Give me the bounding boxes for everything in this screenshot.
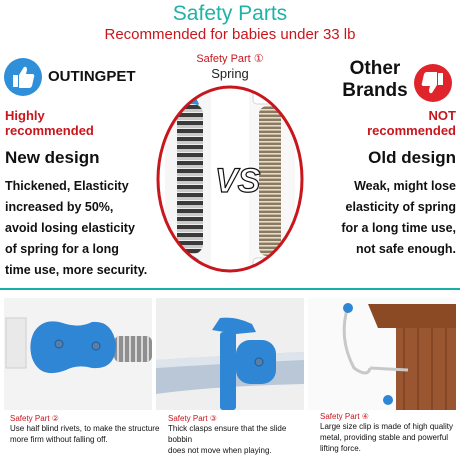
rivet-photo [4,298,152,410]
rec-right-line1: NOT [428,108,456,123]
desc-left-line: increased by 50%, [5,200,114,214]
page-title: Safety Parts [172,2,288,25]
caption-body: lifting force. [320,444,361,453]
recommendation-right [342,108,456,138]
recommendation-left [5,108,94,138]
brand-right-line1: Other [349,58,401,79]
clip-photo [308,298,456,410]
desc-left-line: Thickened, Elasticity [5,179,129,193]
desc-right-line: for a long time use, [341,221,456,235]
thin-spring [259,106,281,256]
caption-head: Safety Part ④ [320,412,369,421]
caption-body: Thick clasps ensure that the slide bobbin [168,424,287,444]
section-divider [0,288,460,290]
thumbs-down-icon [414,64,452,102]
caption-part-4 [320,412,458,454]
caption-part-3 [168,414,308,456]
caption-head: Safety Part ③ [168,414,217,423]
rec-left-line2: recommended [5,123,94,138]
desc-right-line: not safe enough. [356,242,456,256]
brand-name-right [340,58,410,102]
desc-right-line: elasticity of spring [345,200,456,214]
desc-left-line: avoid losing elasticity [5,221,135,235]
description-left [5,176,155,281]
caption-body: metal, providing stable and powerful [320,433,449,442]
caption-body: Use half blind rivets, to make the structure [10,424,160,433]
safety-part-name: Spring [211,66,249,81]
rec-left-line1: Highly [5,108,45,123]
safety-part-label: Safety Part ① [196,53,264,65]
brand-right-line2: Brands [342,80,408,101]
thumbs-up-icon [4,58,42,96]
page-subtitle: Recommended for babies under 33 lb [104,26,356,43]
rec-right-line2: recommended [367,123,456,138]
caption-body: does not move when playing. [168,446,272,455]
desc-left-line: of spring for a long [5,242,119,256]
caption-body: more firm without falling off. [10,435,108,444]
caption-body: Large size clip is made of high quality [320,422,453,431]
caption-part-2 [10,414,160,445]
thick-spring [177,104,203,254]
spring-comparison-image [155,84,305,274]
desc-left-line: time use, more security. [5,263,148,277]
clasp-photo [156,298,304,410]
design-left: New design [5,148,100,167]
caption-head: Safety Part ② [10,414,59,423]
brand-name-left: OUTINGPET [48,68,136,85]
description-right [316,176,456,260]
vs-label: VS [215,162,261,200]
design-right: Old design [368,148,456,167]
desc-right-line: Weak, might lose [354,179,456,193]
